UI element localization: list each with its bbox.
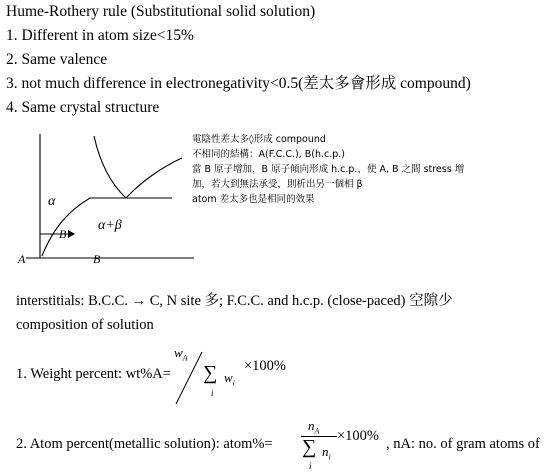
label-b-axis: B — [93, 252, 101, 266]
phase-diagram — [18, 128, 198, 268]
composition-arrow-head — [68, 230, 75, 238]
rule-4: 4. Same crystal structure — [6, 99, 160, 116]
atom-sum-symbol: ∑ — [302, 436, 317, 458]
label-a: A — [18, 252, 26, 266]
rule-2: 2. Same valence — [6, 51, 108, 68]
weight-sum-index: i — [211, 388, 214, 398]
label-alpha: α — [48, 194, 56, 209]
weight-percent-prefix: 1. Weight percent: wt%A= — [16, 366, 171, 382]
weight-percent-suffix: ×100% — [244, 358, 287, 374]
atom-numerator: $n_A$ — [308, 418, 320, 436]
note-1: 電陰性差太多◊形成 compound — [192, 134, 326, 145]
rule-1: 1. Different in atom size<15% — [6, 27, 194, 44]
note-3: 當 B 原子增加，B 原子傾向形成 h.c.p.，使 A, B 之間 stress 增 — [192, 164, 465, 175]
atom-percent-suffix: ×100% — [337, 428, 380, 444]
note-2: 不相同的結構：A(F.C.C.), B(h.c.p.) — [192, 149, 345, 160]
weight-sum-symbol: ∑ — [203, 362, 218, 384]
note-5: atom 差太多也是相同的效果 — [192, 194, 315, 205]
atom-sum-index: i — [309, 461, 312, 471]
interstitials-line: interstitials: B.C.C. → C, N site 多; F.C.C. and h.c.p. (close-paced) 空隙少 — [16, 293, 453, 309]
rule-3: 3. not much difference in electronegativity<0.5(差太多會形成 compound) — [6, 75, 471, 92]
liquidus-left-curve — [94, 136, 126, 198]
liquidus-right-curve — [126, 158, 182, 198]
weight-denominator: $w_i$ — [224, 370, 235, 388]
atom-denominator: $n_i$ — [322, 444, 331, 462]
note-4: 加，若大到無法承受，則析出另一個相 β — [192, 179, 363, 190]
composition-heading: composition of solution — [16, 317, 154, 333]
label-alpha-beta: α+β — [98, 218, 122, 233]
atom-percent-trailing: , nA: no. of gram atoms of — [386, 436, 540, 452]
page-title: Hume-Rothery rule (Substitutional solid solution) — [6, 3, 316, 20]
weight-numerator: $w_A$ — [174, 345, 188, 363]
label-b-arrow: B — [59, 227, 67, 241]
atom-percent-prefix: 2. Atom percent(metallic solution): atom%= — [16, 436, 273, 452]
